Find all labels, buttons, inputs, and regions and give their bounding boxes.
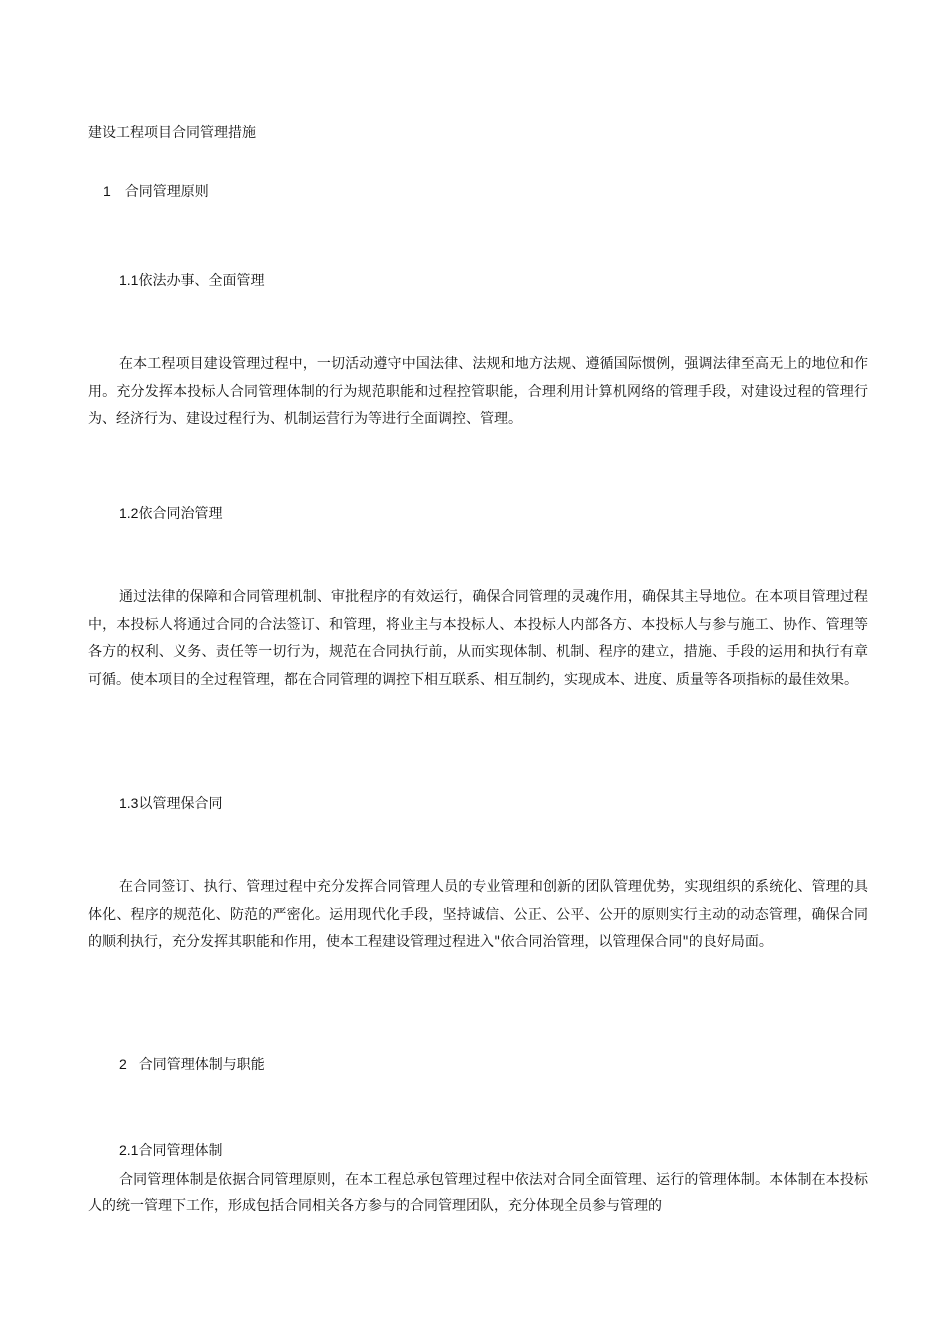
subsection-1-3-heading-text: 以管理保合同: [138, 796, 223, 812]
subsection-2-1-heading: [119, 1140, 222, 1161]
subsection-1-3-number: 1.3: [119, 795, 139, 811]
subsection-1-1-number: 1.1: [119, 272, 139, 288]
subsection-1-1-heading-text: 依法办事、全面管理: [138, 273, 265, 289]
subsection-1-3-body: 在合同签订、执行、管理过程中充分发挥合同管理人员的专业管理和创新的团队管理优势，实现组织的系统化、管理的具体化、程序的规范化、防范的严密化。运用现代化手段，坚持诚信、公正、公平、公开的原则实行主动的动态管理，确保合同的顺利执行，充分发挥其职能和作用，使本工程建设管理过程进入"依合同治管理，以管理保合同"的良好局面。: [88, 879, 868, 950]
subsection-1-2-body: 通过法律的保障和合同管理机制、审批程序的有效运行，确保合同管理的灵魂作用，确保其主导地位。在本项目管理过程中，本投标人将通过合同的合法签订、和管理，将业主与本投标人、本投标人内部各方、本投标人与参与施工、协作、管理等各方的权利、义务、责任等一切行为，规范在合同执行前，从而实现体制、机制、程序的建立，措施、手段的运用和执行有章可循。使本项目的全过程管理，都在合同管理的调控下相互联系、相互制约，实现成本、进度、质量等各项指标的最佳效果。: [88, 589, 868, 688]
section-2-number: 2: [119, 1056, 127, 1072]
section-2-heading-text: 合同管理体制与职能: [138, 1057, 265, 1073]
subsection-1-1-heading: [119, 270, 264, 291]
subsection-1-2-heading-text: 依合同治管理: [138, 506, 223, 522]
subsection-2-1-heading-text: 合同管理体制: [138, 1143, 223, 1159]
section-1-heading: [103, 181, 209, 202]
subsection-1-3-heading: [119, 793, 222, 814]
section-1-heading-text: 合同管理原则: [124, 184, 209, 200]
section-1-number: 1: [103, 183, 111, 199]
subsection-1-2-number: 1.2: [119, 505, 139, 521]
subsection-1-2-heading: [119, 503, 222, 524]
section-2-heading: [119, 1054, 265, 1075]
document-title: 建设工程项目合同管理措施: [88, 125, 256, 141]
subsection-2-1-body: 合同管理体制是依据合同管理原则，在本工程总承包管理过程中依法对合同全面管理、运行的管理体制。本体制在本投标人的统一管理下工作，形成包括合同相关各方参与的合同管理团队，充分体现全员参与管理的: [88, 1172, 868, 1214]
subsection-2-1-number: 2.1: [119, 1142, 139, 1158]
subsection-1-1-body: 在本工程项目建设管理过程中，一切活动遵守中国法律、法规和地方法规、遵循国际惯例，强调法律至高无上的地位和作用。充分发挥本投标人合同管理体制的行为规范职能和过程控管职能，合理利用计算机网络的管理手段，对建设过程的管理行为、经济行为、建设过程行为、机制运营行为等进行全面调控、管理。: [88, 356, 868, 427]
